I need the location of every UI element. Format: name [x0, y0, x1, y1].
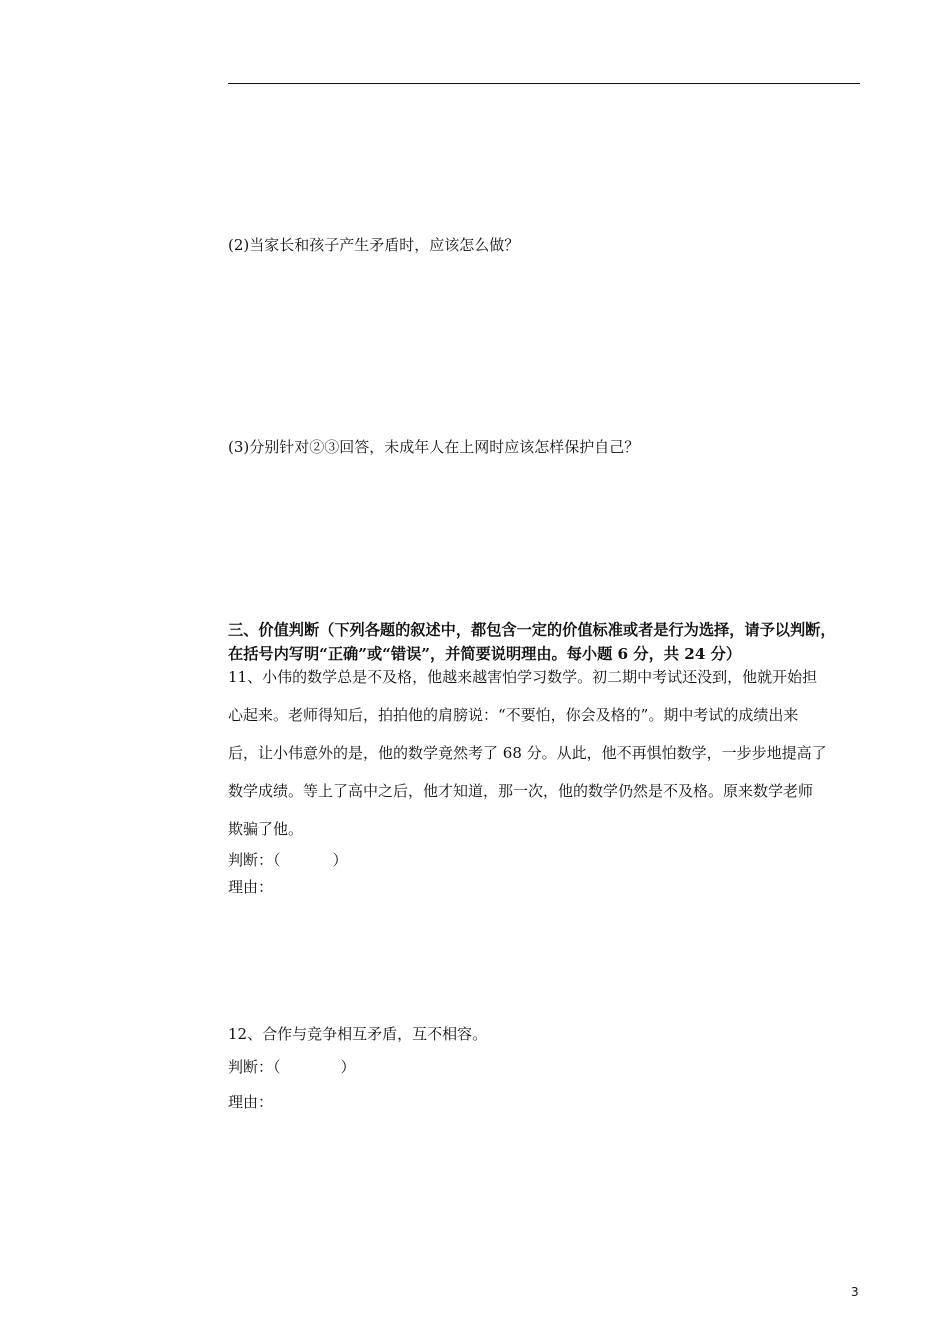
question-11-line: 欺骗了他。 [228, 820, 304, 838]
header-rule [228, 83, 860, 84]
section-3-heading-line-1: 三、价值判断（下列各题的叙述中，都包含一定的价值标准或者是行为选择，请予以判断， [228, 621, 836, 639]
question-2: (2)当家长和孩子产生矛盾时，应该怎么做？ [228, 236, 520, 254]
judgement-label: 判断：（ [228, 851, 281, 869]
question-11-judgement [228, 850, 348, 870]
section-3-heading-line-2: 在括号内写明“正确”或“错误”，并简要说明理由。每小题 6 分，共 24 分） [228, 645, 742, 663]
question-3: (3)分别针对②③回答，未成年人在上网时应该怎样保护自己？ [228, 438, 640, 456]
question-11-line: 心起来。老师得知后，拍拍他的肩膀说：“不要怕，你会及格的”。期中考试的成绩出来 [228, 706, 799, 724]
page-number: 3 [851, 1285, 859, 1299]
question-11-reason-label: 理由： [228, 878, 274, 896]
question-12-reason-label: 理由： [228, 1093, 274, 1111]
question-12: 12、合作与竞争相互矛盾，互不相容。 [228, 1025, 488, 1043]
judgement-close: ） [332, 851, 348, 869]
question-11-line: 后，让小伟意外的是，他的数学竟然考了 68 分。从此，他不再惧怕数学，一步步地提高了 [228, 744, 827, 762]
question-11-line: 11、小伟的数学总是不及格，他越来越害怕学习数学。初二期中考试还没到，他就开始担 [228, 668, 818, 686]
question-11-line: 数学成绩。等上了高中之后，他才知道，那一次，他的数学仍然是不及格。原来数学老师 [228, 782, 814, 800]
question-12-judgement [228, 1057, 356, 1077]
question-11-text [228, 664, 864, 854]
judgement-label: 判断：（ [228, 1058, 281, 1076]
judgement-close: ） [340, 1058, 356, 1076]
